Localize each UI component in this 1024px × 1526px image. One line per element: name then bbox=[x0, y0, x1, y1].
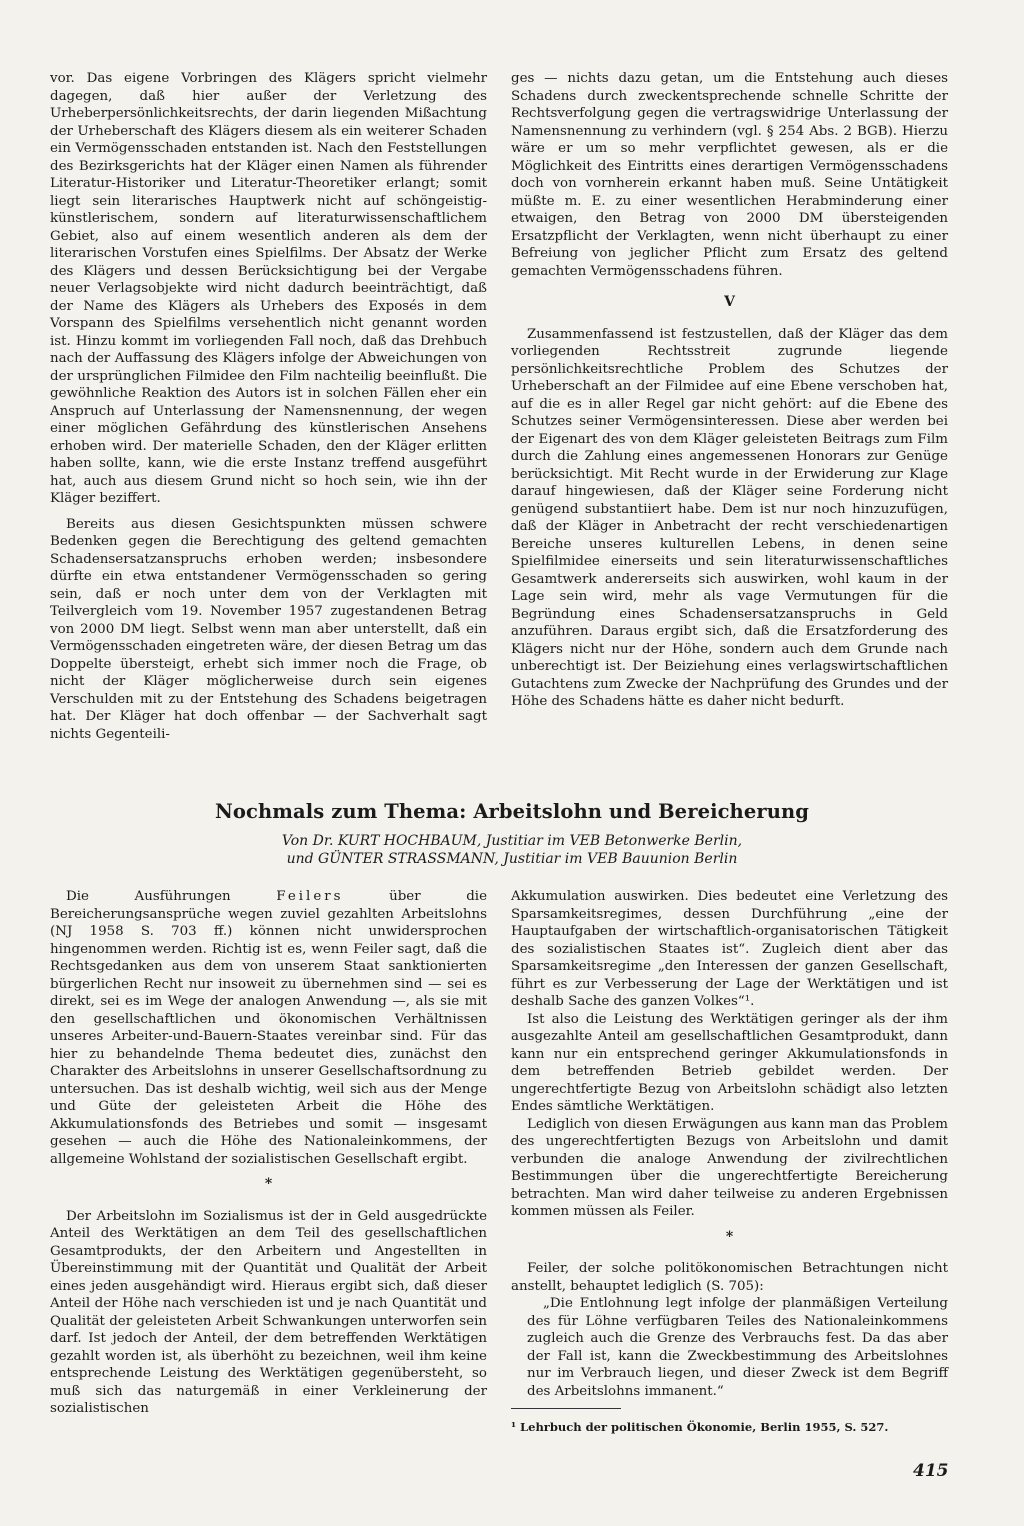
byline-line: und GÜNTER STRASSMANN, Justitiar im VEB Bauunion Berlin bbox=[286, 851, 738, 867]
quote-paragraph: „Die Entlohnung legt infolge der planmäßigen Verteilung des für Löhne verfügbaren Teiles des Nationaleinkommens zugleich auch die Grenze des Verbrauchs fest. Da das aber der Fall ist, kann die Zweckbestimmung des Arbeitslohnes nur im Verbrauch liegen, und dieser Zweck ist dem Begriff des Arbeitslohns immanent.“ bbox=[527, 1296, 948, 1399]
paragraph: Akkumulation auswirken. Dies bedeutet eine Verletzung des Sparsamkeitsregimes, dessen Durchführung „eine der Hauptaufgaben der wirtschaftlich-organisatorischen Tätigkeit des sozialistischen Staates ist“. Zugleich dient aber das Sparsamkeitsregime „den Interessen der ganzen Gesellschaft, führt es zur Verbesserung der Lage der Werktätigen und ist deshalb Sache des ganzen Volkes“¹. bbox=[511, 889, 948, 1009]
text-run: Die Ausführungen bbox=[66, 889, 231, 904]
article-title: Nochmals zum Thema: Arbeitslohn und Bereicherung bbox=[214, 800, 810, 823]
paragraph: ges — nichts dazu getan, um die Entstehung auch dieses Schadens durch zweckentsprechende schnelle Schritte der Rechtsverfolgung gegen die vertragswidrige Unterlassung der Namensnennung zu verhindern (vgl. § 254 Abs. 2 BGB). Hierzu wäre er um so mehr verpflichtet gewesen, als er die Möglichkeit des Eintritts eines derartigen Vermögensschadens doch von vornherein erkannt haben muß. Seine Untätigkeit müßte m. E. zu einer wesentlichen Herabminderung einer etwaigen, den Betrag von 2000 DM übersteigenden Ersatzpflicht der Verklagten, wenn nicht überhaupt zu einer Befreiung von jeglicher Pflicht zum Ersatz des geltend gemachten Vermögensschadens führen. bbox=[511, 71, 948, 279]
paragraph: Lediglich von diesen Erwägungen aus kann man das Problem des ungerechtfertigten Bezugs von Arbeitslohn und damit verbunden die analoge Anwendung der zivilrechtlichen Bestimmungen über die ungerechtfertigte Bereicherung betrachten. Man wird daher teilweise zu anderen Ergebnissen kommen müssen als Feiler. bbox=[511, 1116, 948, 1219]
paragraph: Feiler, der solche politökonomischen Betrachtungen nicht anstellt, behauptet lediglich (S. 705): bbox=[511, 1261, 948, 1294]
top-right-column bbox=[511, 70, 948, 711]
paragraph: Zusammenfassend ist festzustellen, daß der Kläger das dem vorliegenden Rechtsstreit zugrunde liegende persönlichkeitsrechtliche Problem des Schutzes der Urheberschaft an der Filmidee auf eine Ebene verschoben hat, auf die es in aller Regel gar nicht gehört: auf die Ebene des Schutzes seiner Vermögensinteressen. Diese aber werden bei der Eigenart des von dem Kläger geleisteten Beitrags zum Film durch die Zahlung eines angemessenen Honorars zur Genüge berücksichtigt. Mit Recht wurde in der Erwiderung zur Klage darauf hingewiesen, daß der Kläger seine Forderung nicht genügend substantiiert habe. Dem ist nur noch hinzuzufügen, daß der Kläger in Anbetracht der recht verschiedenartigen Bereiche unseres kulturellen Lebens, in denen seine Spielfilmidee einerseits und sein literaturwissenschaftliches Gesamtwerk andererseits sich auswirken, wohl kaum in der Lage sein wird, mehr als vage Vermutungen für die Begründung eines Schadensersatzanspruchs in Geld anzuführen. Daraus ergibt sich, daß die Ersatzforderung des Klägers nicht nur der Höhe, sondern auch dem Grunde nach unberechtigt ist. Der Beiziehung eines verlagswirtschaftlichen Gutachtens zum Zwecke der Nachprüfung des Grundes und der Höhe des Schadens hätte es daher nicht bedurft. bbox=[511, 326, 948, 709]
block-quote bbox=[511, 1295, 948, 1400]
bottom-left-column bbox=[50, 888, 487, 1418]
text-run: über die Bereicherungsansprüche wegen zuviel gezahlten Arbeitslohns (NJ 1958 S. 703 ff.) können nicht unwidersprochen hingenommen werden. Richtig ist es, wenn Feiler sagt, daß die Rechtsgedanken aus dem von unserem Staat sanktionierten bürgerlichen Recht nur insoweit zu übernehmen sind — sei es direkt, sei es im Wege der analogen Anwendung —, als sie mit den gesellschaftlichen und ökonomischen Verhältnissen unseres Arbeiter-und-Bauern-Staates vereinbar sind. Für das hier zu behandelnde Thema bedeutet dies, zunächst den Charakter des Arbeitslohns in unserer Gesellschaftsordnung zu untersuchen. Das ist deshalb wichtig, weil sich aus der Menge und Güte der geleisteten Arbeit die Höhe des Akkumulationsfonds des Betriebes und somit — insgesamt gesehen — auch die Höhe des Nationaleinkommens, der allgemeine Wohlstand der sozialistischen Gesellschaft ergibt. bbox=[50, 889, 487, 1167]
top-left-column bbox=[50, 70, 487, 743]
article-byline bbox=[0, 832, 1024, 868]
paragraph bbox=[50, 888, 487, 1168]
section-separator: * bbox=[725, 1228, 734, 1245]
bottom-right-column bbox=[511, 888, 948, 1400]
section-separator: * bbox=[264, 1176, 273, 1192]
footnote: ¹ Lehrbuch der politischen Ökonomie, Berlin 1955, S. 527. bbox=[511, 1420, 889, 1434]
section-heading: V bbox=[724, 294, 735, 310]
footnote-rule bbox=[511, 1408, 621, 1409]
paragraph: Bereits aus diesen Gesichtspunkten müssen schwere Bedenken gegen die Berechtigung des geltend gemachten Schadensersatzanspruchs erhoben werden; insbesondere dürfte ein etwa entstandener Vermögensschaden so gering sein, daß er noch unter dem von der Verklagten mit Teilvergleich vom 19. November 1957 zugestandenen Betrag von 2000 DM liegt. Selbst wenn man aber unterstellt, daß ein Vermögensschaden eingetreten wäre, der diesen Betrag um das Doppelte übersteigt, erhebt sich immer noch die Frage, ob nicht der Kläger möglicherweise durch sein eigenes Verschulden mit zu der Entstehung des Schadens beigetragen hat. Der Kläger hat doch offenbar — der Sachverhalt sagt nichts Gegenteili- bbox=[50, 516, 487, 742]
paragraph: Der Arbeitslohn im Sozialismus ist der in Geld ausgedrückte Anteil des Werktätigen an dem Teil des gesellschaftlichen Gesamtprodukts, der den Arbeitern und Angestellten in Übereinstimmung mit der Quantität und Qualität der Arbeit eines jeden ausgehändigt wird. Hieraus ergibt sich, daß dieser Anteil der Höhe nach verschieden ist und je nach Quantität und Qualität der geleisteten Arbeit Schwankungen unterworfen sein darf. Ist jedoch der Anteil, der dem betreffenden Werktätigen gezahlt worden ist, als überhöht zu bezeichnen, weil ihm keine entsprechende Leistung des Werktätigen gegenübersteht, so muß sich das naturgemäß in einer Verkleinerung der sozialistischen bbox=[50, 1208, 487, 1416]
byline-line: Von Dr. KURT HOCHBAUM, Justitiar im VEB Betonwerke Berlin, bbox=[281, 833, 743, 849]
paragraph: vor. Das eigene Vorbringen des Klägers spricht vielmehr dagegen, daß hier außer der Verletzung des Urheberpersönlichkeitsrechts, der darin liegenden Mißachtung der Urheberschaft des Klägers diesem als ein weiterer Schaden ein Vermögensschaden entstanden ist. Nach den Feststellungen des Bezirksgerichts hat der Kläger einen Namen als führender Literatur-Historiker und Literatur-Theoretiker erlangt; somit liegt sein literarisches Hauptwerk nicht auf schöngeistig-künstlerischem, sondern auf literaturwissenschaftlichem Gebiet, also auf einem wesentlich anderen als dem der literarischen Vorstufen eines Spielfilms. Der Absatz der Werke des Klägers und dessen Berücksichtigung bei der Vergabe neuer Verlagsobjekte wird nicht dadurch beeinträchtigt, daß der Name des Klägers als Urhebers des Exposés in dem Vorspann des Spielfilms versehentlich nicht genannt worden ist. Hinzu kommt im vorliegenden Fall noch, daß das Drehbuch nach der Auffassung des Klägers infolge der Abweichungen von der ursprünglichen Filmidee den Film nachteilig beeinflußt. Die gewöhnliche Reaktion des Autors ist in solchen Fällen eher ein Anspruch auf Unterlassung der Namensnennung, der wegen einer möglichen Gefährdung des künstlerischen Ansehens erhoben wird. Der materielle Schaden, den der Kläger erlitten haben sollte, kann, wie die erste Instanz treffend ausgeführt hat, auch aus diesem Grund nicht so hoch sein, wie ihn der Kläger beziffert. bbox=[50, 71, 487, 506]
page-number: 415 bbox=[913, 1461, 949, 1481]
paragraph: Ist also die Leistung des Werktätigen geringer als der ihm ausgezahlte Anteil am gesellschaftlichen Gesamtprodukt, dann kann nur ein entsprechend geringer Akkumulationsfonds in dem betreffenden Betrieb gebildet werden. Der ungerechtfertigte Bezug von Arbeitslohn schädigt also letzten Endes sämtliche Werktätigen. bbox=[511, 1011, 948, 1114]
author-name: Feilers bbox=[276, 889, 344, 904]
